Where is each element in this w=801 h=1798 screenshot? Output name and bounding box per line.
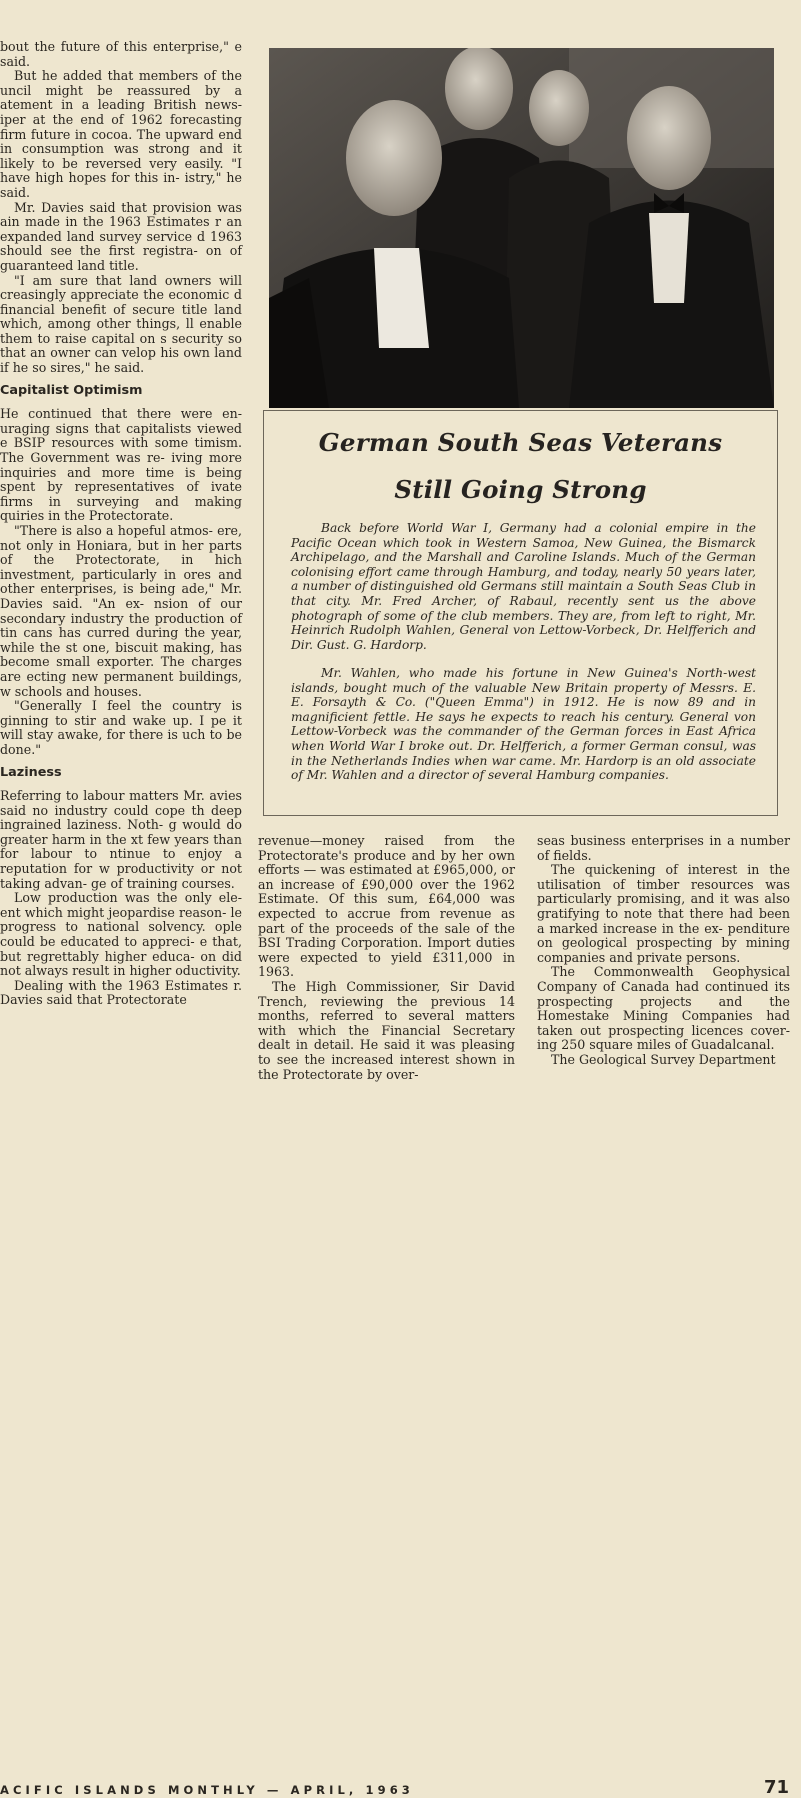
article-title-line-2: Still Going Strong: [394, 475, 647, 504]
caption-text: Mr. Wahlen, who made his fortune in New Guinea's North-west islands, bought much of the valuable New Britain property of Messrs. E. E. Forsayth & Co. ("Queen Emma") in 1912. He is now 89 and in magnificient fettle. He says he expects to reach his century. General von Lettow-Vorbeck was the commander of the German forces in East Africa when World War I broke out. Dr. Helfferich, a former German consul, was in the Netherlands Indies when war came. Mr. Hardorp is an old associate of Mr. Wahlen and a director of several Hamburg companies.: [291, 666, 756, 783]
paragraph: seas business enterprises in a number of fields.: [537, 833, 790, 863]
right-column: [537, 834, 790, 1068]
caption-paragraph: [291, 666, 756, 783]
paragraph: "Generally I feel the country is ginning to stir and wake up. I pe it will stay awake, for there is uch to be done.": [0, 698, 242, 757]
paragraph: revenue—money raised from the Protectorate's produce and by her own efforts — was estimated at £965,000, or an increase of £90,000 over the 1962 Estimate. Of this sum, £64,000 was expected to accrue from revenue as part of the proceeds of the sale of the BSI Trading Corporation. Import duties were expected to yield £311,000 in 1963.: [258, 833, 515, 980]
group-photograph: [269, 48, 774, 408]
paragraph: The Commonwealth Geophysical Company of Canada had continued its prospecting projects and the Homestake Mining Companies had taken out prospecting licences cover- ing 250 square miles of Guadalcanal.: [537, 964, 790, 1053]
caption-box: [263, 410, 778, 816]
section-heading-laziness: Laziness: [0, 764, 62, 780]
paragraph: But he added that members of the uncil might be reassured by a atement in a leading British news- iper at the end of 1962 forecasting firm future in cocoa. The upward end in consumption was strong and it likely to be reversed very easily. "I have high hopes for this in- istry," he said.: [0, 68, 242, 200]
paragraph: The Geological Survey Department: [551, 1051, 776, 1067]
paragraph: Low production was the only ele- ent which might jeopardise reason- le progress to national solvency. ople could be educated to appreci- e that, but regrettably higher educa- on did not always result in higher oductivity.: [0, 890, 242, 979]
section-heading-capitalist-optimism: Capitalist Optimism: [0, 382, 143, 398]
caption-paragraph: [291, 521, 756, 652]
photograph-illustration: [269, 48, 774, 408]
paragraph: Mr. Davies said that provision was ain made in the 1963 Estimates r an expanded land survey service d 1963 should see the first registra- on of guaranteed land title.: [0, 199, 242, 273]
page-number: 71: [764, 1777, 790, 1798]
caption-text: Back before World War I, Germany had a colonial empire in the Pacific Ocean which took in Western Samoa, New Guinea, the Bismarck Archipelago, and the Marshall and Caroline Islands. Much of the German colonising effort came through Hamburg, and today, nearly 50 years later, a number of distinguished old Germans still maintain a South Seas Club in that city. Mr. Fred Archer, of Rabaul, recently sent us the above photograph of some of the club members. They are, from left to right, Mr. Heinrich Rudolph Wahlen, General von Lettow-Vorbeck, Dr. Helfferich and Dir. Gust. G. Hardorp.: [291, 521, 756, 652]
running-footer: ACIFIC ISLANDS MONTHLY — APRIL, 1963: [0, 1783, 414, 1797]
paragraph: "There is also a hopeful atmos- ere, not only in Honiara, but in her parts of the Protectorate, in hich investment, particularly in ores and other enterprises, is being ade," Mr. Davies said. "An ex- nsion of our secondary industry the production of tin cans has curred during the year, while the st one, biscuit making, has become small exporter. The charges are ecting new permanent buildings, w schools and houses.: [0, 523, 242, 699]
paragraph: The quickening of interest in the utilisation of timber resources was particularly promising, and it was also gratifying to note that there had been a marked increase in the ex- penditure on geological prospecting by mining companies and private persons.: [537, 862, 790, 965]
left-column: [0, 40, 242, 1008]
paragraph: He continued that there were en- uraging signs that capitalists viewed e BSIP resources with some timism. The Government was re- iving more inquiries and more time is being spent by representatives of ivate firms in surveying and making quiries in the Protectorate.: [0, 406, 242, 524]
paragraph: Referring to labour matters Mr. avies said no industry could cope th deep ingrained laziness. Noth- g would do greater harm in the xt few years than for labour to ntinue to enjoy a reputation for w productivity or not taking advan- ge of training courses.: [0, 788, 242, 891]
paragraph: Dealing with the 1963 Estimates r. Davies said that Protectorate: [0, 977, 242, 1008]
paragraph: The High Commissioner, Sir David Trench, reviewing the previous 14 months, referred to several matters with which the Financial Secretary dealt in detail. He said it was pleasing to see the increased interest shown in the Protectorate by over-: [258, 978, 515, 1082]
middle-column: [258, 834, 515, 1082]
article-title-line-1: German South Seas Veterans: [318, 428, 723, 457]
paragraph: bout the future of this enterprise," e said.: [0, 39, 242, 69]
paragraph: "I am sure that land owners will creasingly appreciate the economic d financial benefit of secure title land which, among other things, ll enable them to raise capital on s security so that an owner can velop his own land if he so sires," he said.: [0, 272, 242, 376]
